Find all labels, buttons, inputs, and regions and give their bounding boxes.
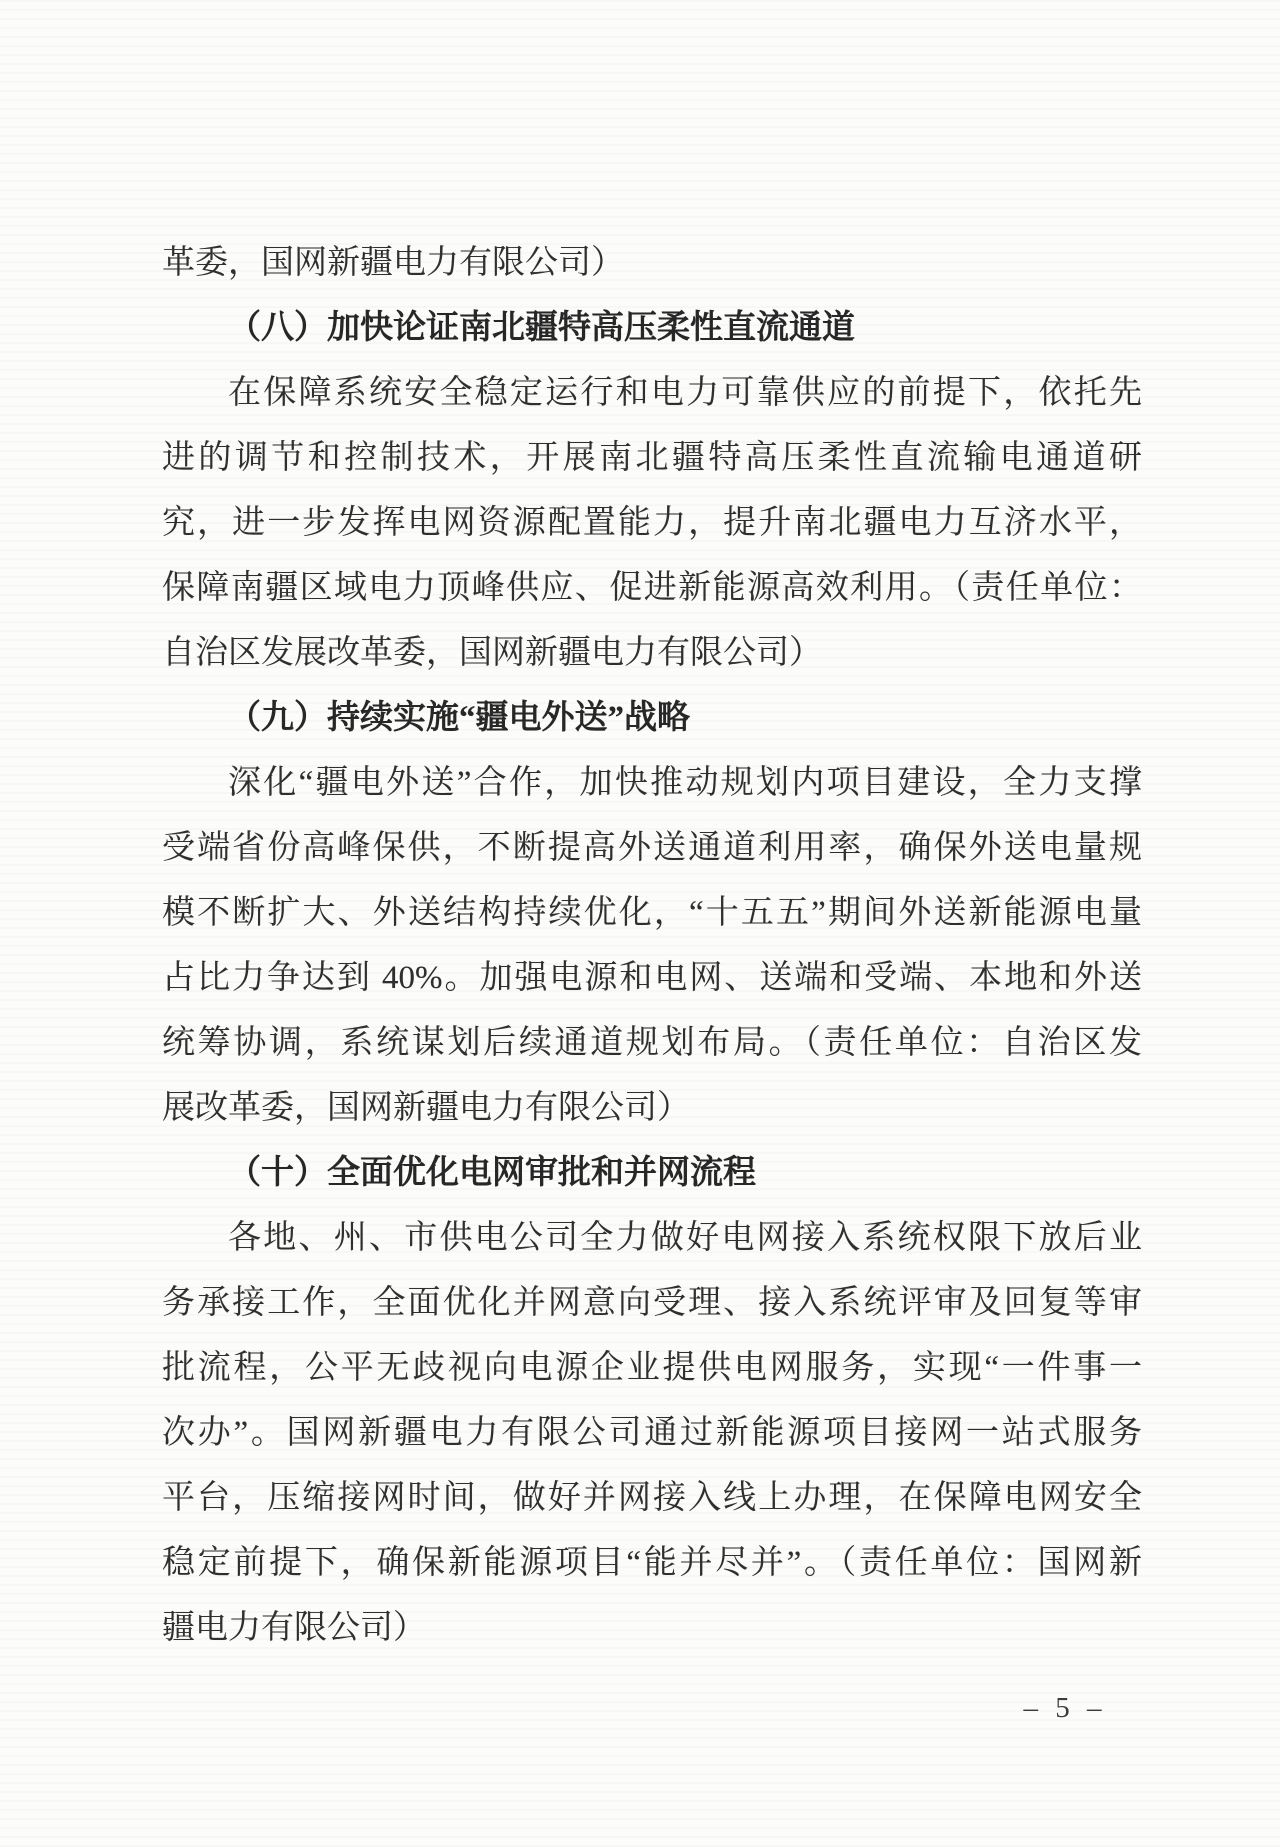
text-line: 占比力争达到 40%。加强电源和电网、送端和受端、本地和外送 (162, 960, 1142, 996)
text-line: 究，进一步发挥电网资源配置能力，提升南北疆电力互济水平， (162, 505, 1142, 541)
document-body (162, 231, 1142, 1661)
text-line: 疆电力有限公司） (162, 1610, 426, 1646)
text-line: 平台，压缩接网时间，做好并网接入线上办理，在保障电网安全 (162, 1480, 1142, 1516)
section-heading-9: （九）持续实施“疆电外送”战略 (228, 700, 690, 736)
text-line: 批流程，公平无歧视向电源企业提供电网服务，实现“一件事一 (162, 1350, 1142, 1386)
text-line: 务承接工作，全面优化并网意向受理、接入系统评审及回复等审 (162, 1285, 1142, 1321)
text-line: 展改革委，国网新疆电力有限公司） (162, 1090, 690, 1126)
text-line: 统筹协调，系统谋划后续通道规划布局。（责任单位：自治区发 (162, 1025, 1142, 1061)
text-line: 次办”。国网新疆电力有限公司通过新能源项目接网一站式服务 (162, 1415, 1142, 1451)
text-line: 模不断扩大、外送结构持续优化，“十五五”期间外送新能源电量 (162, 895, 1142, 931)
text-line: 深化“疆电外送”合作，加快推动规划内项目建设，全力支撑 (228, 765, 1142, 801)
text-line: 保障南疆区域电力顶峰供应、促进新能源高效利用。（责任单位： (162, 570, 1142, 606)
page-number: – 5 – (1023, 1692, 1107, 1724)
text-line: 在保障系统安全稳定运行和电力可靠供应的前提下，依托先 (228, 375, 1142, 411)
text-line: 自治区发展改革委，国网新疆电力有限公司） (162, 635, 822, 671)
section-heading-8: （八）加快论证南北疆特高压柔性直流通道 (228, 310, 855, 346)
section-heading-10: （十）全面优化电网审批和并网流程 (228, 1155, 756, 1191)
text-line: 受端省份高峰保供，不断提高外送通道利用率，确保外送电量规 (162, 830, 1142, 866)
text-line: 稳定前提下，确保新能源项目“能并尽并”。（责任单位：国网新 (162, 1545, 1142, 1581)
text-line: 各地、州、市供电公司全力做好电网接入系统权限下放后业 (228, 1220, 1142, 1256)
text-line: 进的调节和控制技术，开展南北疆特高压柔性直流输电通道研 (162, 440, 1142, 476)
text-line: 革委，国网新疆电力有限公司） (162, 245, 624, 281)
